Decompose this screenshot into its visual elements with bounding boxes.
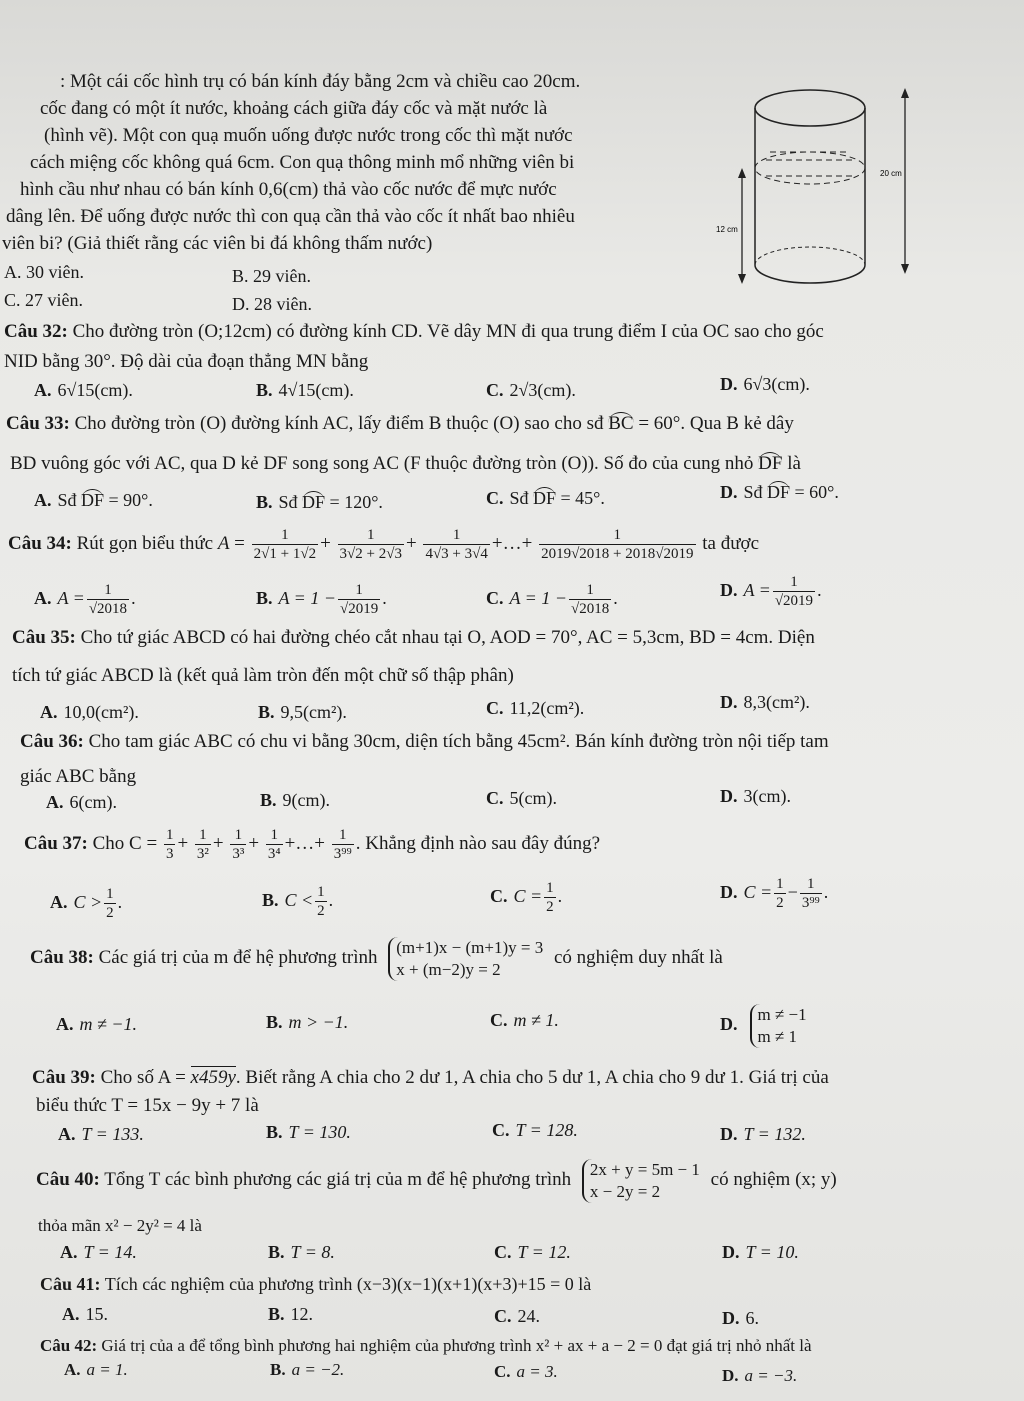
q42-line: Câu 42: Giá trị của a để tổng bình phương hai nghiệm của phương trình x² + ax + a − 2 = 0 đạt giá trị nhỏ nhất là (40, 1336, 812, 1355)
q33-line-1: Câu 33: Cho đường tròn (O) đường kính AC, lấy điểm B thuộc (O) sao cho sđ BC = 60°. Qua B kẻ dây (6, 413, 794, 434)
q32-text-1: Cho đường tròn (O;12cm) có đường kính CD. Vẽ dây MN đi qua trung điểm I của OC sao cho góc (72, 321, 824, 342)
q39-option-d[interactable]: D. T = 132. (720, 1124, 806, 1144)
q31-option-c[interactable]: C. 27 viên. (4, 290, 83, 310)
q37-option-d[interactable]: D. C = $\frac{1}{2}$ − $\frac{1}{\text{3⁹⁹}}$ . (720, 876, 829, 912)
q39-option-a[interactable]: A. T = 133. (58, 1124, 144, 1144)
q37-line: Câu 37: Cho C = $\frac{1}{3}$ + $\frac{1}{\text{3²}}$ + $\frac{1}{\text{3³}}$ + $\frac{1}{\text{3⁴}}$ +…+ $\frac{1}{\text{3⁹⁹}}$ . Khẳng định nào sau đây đúng? (24, 827, 601, 863)
q34-term-1: $\frac{1}{2√1 + 1√2}$ (253, 527, 317, 563)
q37-option-a[interactable]: A. C > $\frac{1}{2}$ . (50, 886, 123, 922)
q38-option-d[interactable]: D. m ≠ −1 m ≠ 1 (720, 1004, 807, 1046)
q31-option-a[interactable]: A. 30 viên. (4, 262, 84, 282)
q42-option-b[interactable]: B. a = −2. (270, 1360, 345, 1379)
q34-term-4: $\frac{1}{2019√2018 + 2018√2019}$ (541, 527, 694, 563)
q34-term-2: $\frac{1}{3√2 + 2√3}$ (339, 527, 402, 563)
q33-label: Câu 33: (6, 413, 70, 434)
q31-line-4: cách miệng cốc không quá 6cm. Con quạ thông minh mổ những viên bi (30, 152, 575, 173)
q35-option-a[interactable]: A. 10,0(cm²). (40, 702, 139, 722)
q37-option-b[interactable]: B. C < $\frac{1}{2}$ . (262, 884, 334, 920)
cylinder-diagram (700, 80, 920, 330)
q39-text-2: biểu thức T = 15x − 9y + 7 là (36, 1095, 259, 1116)
q36-text-2: giác ABC bằng (20, 766, 137, 787)
q36-option-c[interactable]: C. 5(cm). (486, 788, 557, 808)
q38-option-b[interactable]: B. m > −1. (266, 1012, 349, 1032)
q31-line-6: dâng lên. Để uống được nước thì con quạ cần thả vào cốc ít nhất bao nhiêu (6, 206, 575, 227)
q42-option-d[interactable]: D. a = −3. (722, 1366, 798, 1385)
q33-line-2: BD vuông góc với AC, qua D kẻ DF song song AC (F thuộc đường tròn (O)). Số đo của cung nhỏ DF là (10, 453, 801, 474)
cylinder-figure (700, 80, 920, 330)
q31-line-5: hình cầu như nhau có bán kính 0,6(cm) thả vào cốc nước để mực nước (20, 179, 557, 200)
q35-line-1: Câu 35: Cho tứ giác ABCD có hai đường chéo cắt nhau tại O, AOD = 70°, AC = 5,3cm, BD = 4cm. Diện (12, 627, 815, 648)
q35-option-d[interactable]: D. 8,3(cm²). (720, 692, 810, 712)
q40-option-c[interactable]: C. T = 12. (494, 1242, 571, 1262)
q38-option-c[interactable]: C. m ≠ 1. (490, 1010, 559, 1030)
q40-line: Câu 40: Tổng T các bình phương các giá trị của m để hệ phương trình 2x + y = 5m − 1 x − 2y = 2 có nghiệm (x; y) (36, 1159, 837, 1201)
q34-line: Câu 34: Rút gọn biểu thức A = $\frac{1}{2√1 + 1√2}$ + $\frac{1}{3√2 + 2√3}$ + $\frac{1}{4√3 + 3√4}$ +…+ $\frac{1}{2019√2018 + 2018√2019}$ ta được (8, 527, 760, 563)
q34-option-d[interactable]: D. A = $\frac{1}{√2019}$ . (720, 574, 822, 610)
q36-line-1: Câu 36: Cho tam giác ABC có chu vi bằng 30cm, diện tích bằng 45cm². Bán kính đường tròn nội tiếp tam (20, 731, 829, 752)
q32-label: Câu 32: (4, 321, 68, 342)
q31-line-3: (hình vẽ). Một con quạ muốn uống được nước trong cốc thì mặt nước (44, 125, 573, 146)
q32-option-d[interactable]: D. 6√3(cm). (720, 374, 810, 394)
q38-option-a[interactable]: A. m ≠ −1. (56, 1014, 138, 1034)
q32-text-2: NID bằng 30°. Độ dài của đoạn thẳng MN bằng (4, 351, 369, 372)
q31-option-b[interactable]: B. 29 viên. (232, 266, 311, 286)
q31-line-1: : Một cái cốc hình trụ có bán kính đáy bằng 2cm và chiều cao 20cm. (60, 71, 581, 92)
q31-option-d[interactable]: D. 28 viên. (232, 294, 312, 314)
q33-option-c[interactable]: C. Sđ DF = 45°. (486, 488, 605, 508)
q40-system: 2x + y = 5m − 1 x − 2y = 2 (582, 1159, 700, 1203)
q37-option-c[interactable]: C. C = $\frac{1}{2}$ . (490, 880, 563, 916)
q36-option-a[interactable]: A. 6(cm). (46, 792, 117, 812)
q34-option-a[interactable]: A. A = $\frac{1}{√2018}$ . (34, 582, 136, 618)
q41-option-c[interactable]: C. 24. (494, 1306, 540, 1326)
q36-option-b[interactable]: B. 9(cm). (260, 790, 330, 810)
figure-height-label: 20 cm (880, 169, 902, 178)
q41-option-a[interactable]: A. 15. (62, 1304, 108, 1324)
q32-line-1 (4, 320, 824, 344)
q39-option-b[interactable]: B. T = 130. (266, 1122, 351, 1142)
q40-option-b[interactable]: B. T = 8. (268, 1242, 335, 1262)
q32-option-b[interactable]: B. 4√15(cm). (256, 380, 354, 400)
q38-line: Câu 38: Các giá trị của m để hệ phương trình (m+1)x − (m+1)y = 3 x + (m−2)y = 2 có nghiệm duy nhất là (30, 937, 723, 979)
q34-term-3: $\frac{1}{4√3 + 3√4}$ (425, 527, 488, 563)
q31-line-2: cốc đang có một ít nước, khoảng cách giữa đáy cốc và mặt nước là (40, 98, 548, 119)
q33-option-b[interactable]: B. Sđ DF = 120°. (256, 492, 383, 512)
q41-option-b[interactable]: B. 12. (268, 1304, 314, 1324)
q35-option-c[interactable]: C. 11,2(cm²). (486, 698, 585, 718)
q34-option-b[interactable]: B. A = 1 − $\frac{1}{√2019}$ . (256, 582, 387, 618)
q42-option-c[interactable]: C. a = 3. (494, 1362, 558, 1381)
q41-option-d[interactable]: D. 6. (722, 1308, 759, 1328)
q36-option-d[interactable]: D. 3(cm). (720, 786, 791, 806)
q35-text-2: tích tứ giác ABCD là (kết quả làm tròn đến một chữ số thập phân) (12, 665, 514, 686)
q33-option-a[interactable]: A. Sđ DF = 90°. (34, 490, 153, 510)
q34-option-c[interactable]: C. A = 1 − $\frac{1}{√2018}$ . (486, 582, 618, 618)
q35-option-b[interactable]: B. 9,5(cm²). (258, 702, 347, 722)
q33-option-d[interactable]: D. Sđ DF = 60°. (720, 482, 839, 502)
q32-option-a[interactable]: A. 6√15(cm). (34, 380, 133, 400)
q32-option-c[interactable]: C. 2√3(cm). (486, 380, 576, 400)
figure-water-label: 12 cm (716, 225, 738, 234)
q39-option-c[interactable]: C. T = 128. (492, 1120, 578, 1140)
q38-system: (m+1)x − (m+1)y = 3 x + (m−2)y = 2 (388, 937, 543, 981)
q41-line: Câu 41: Tích các nghiệm của phương trình (x−3)(x−1)(x+1)(x+3)+15 = 0 là (40, 1274, 592, 1294)
q39-line-1: Câu 39: Cho số A = x459y. Biết rằng A chia cho 2 dư 1, A chia cho 5 dư 1, A chia cho 9 dư 1. Giá trị của (32, 1067, 829, 1088)
q42-option-a[interactable]: A. a = 1. (64, 1360, 128, 1379)
q31-line-7: viên bi? (Giả thiết rằng các viên bi đá không thấm nước) (2, 233, 433, 254)
q40-option-a[interactable]: A. T = 14. (60, 1242, 137, 1262)
q40-text-2: thỏa mãn x² − 2y² = 4 là (38, 1216, 202, 1235)
q40-option-d[interactable]: D. T = 10. (722, 1242, 799, 1262)
